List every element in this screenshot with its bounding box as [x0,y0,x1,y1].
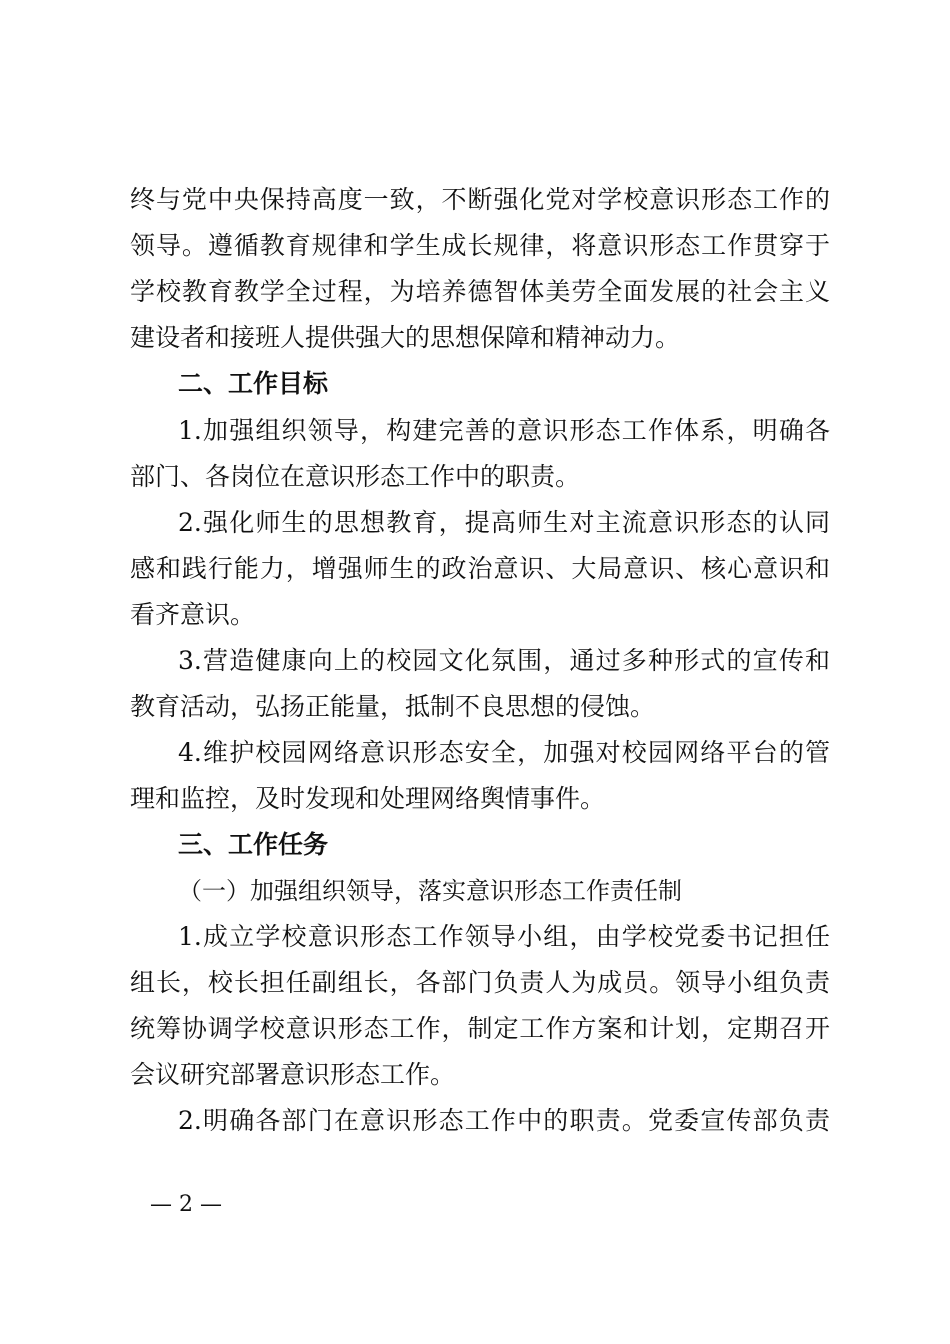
body-text-line: 组长，校长担任副组长，各部门负责人为成员。领导小组负责 [130,968,830,997]
page-number: — 2 — [150,1192,222,1217]
body-text-line: 统筹协调学校意识形态工作，制定工作方案和计划，定期召开 [130,1014,830,1043]
body-text-line: 终与党中央保持高度一致，不断强化党对学校意识形态工作的 [130,185,830,214]
body-text-line: 4.维护校园网络意识形态安全，加强对校园网络平台的管 [178,738,830,767]
subsection-heading: （一）加强组织领导，落实意识形态工作责任制 [178,877,682,905]
body-text-line: 看齐意识。 [130,600,256,629]
body-text-line: 1.加强组织领导，构建完善的意识形态工作体系，明确各 [178,416,830,445]
body-text-line: 学校教育教学全过程，为培养德智体美劳全面发展的社会主义 [130,277,830,306]
body-text-line: 会议研究部署意识形态工作。 [130,1060,456,1089]
body-text-line: 2.强化师生的思想教育，提高师生对主流意识形态的认同 [178,508,830,537]
body-text-line: 1.成立学校意识形态工作领导小组，由学校党委书记担任 [178,922,830,951]
section-heading: 二、工作目标 [178,369,329,398]
body-text-line: 3.营造健康向上的校园文化氛围，通过多种形式的宣传和 [178,646,830,675]
section-heading: 三、工作任务 [178,830,329,859]
body-text-line: 教育活动，弘扬正能量，抵制不良思想的侵蚀。 [130,692,656,721]
body-text-line: 理和监控，及时发现和处理网络舆情事件。 [130,784,606,813]
body-text-line: 建设者和接班人提供强大的思想保障和精神动力。 [130,323,681,352]
body-text-line: 领导。遵循教育规律和学生成长规律，将意识形态工作贯穿于 [130,231,830,260]
body-text-line: 部门、各岗位在意识形态工作中的职责。 [130,462,581,491]
body-text-line: 感和践行能力，增强师生的政治意识、大局意识、核心意识和 [130,554,830,583]
body-text-line: 2.明确各部门在意识形态工作中的职责。党委宣传部负责 [178,1106,830,1135]
